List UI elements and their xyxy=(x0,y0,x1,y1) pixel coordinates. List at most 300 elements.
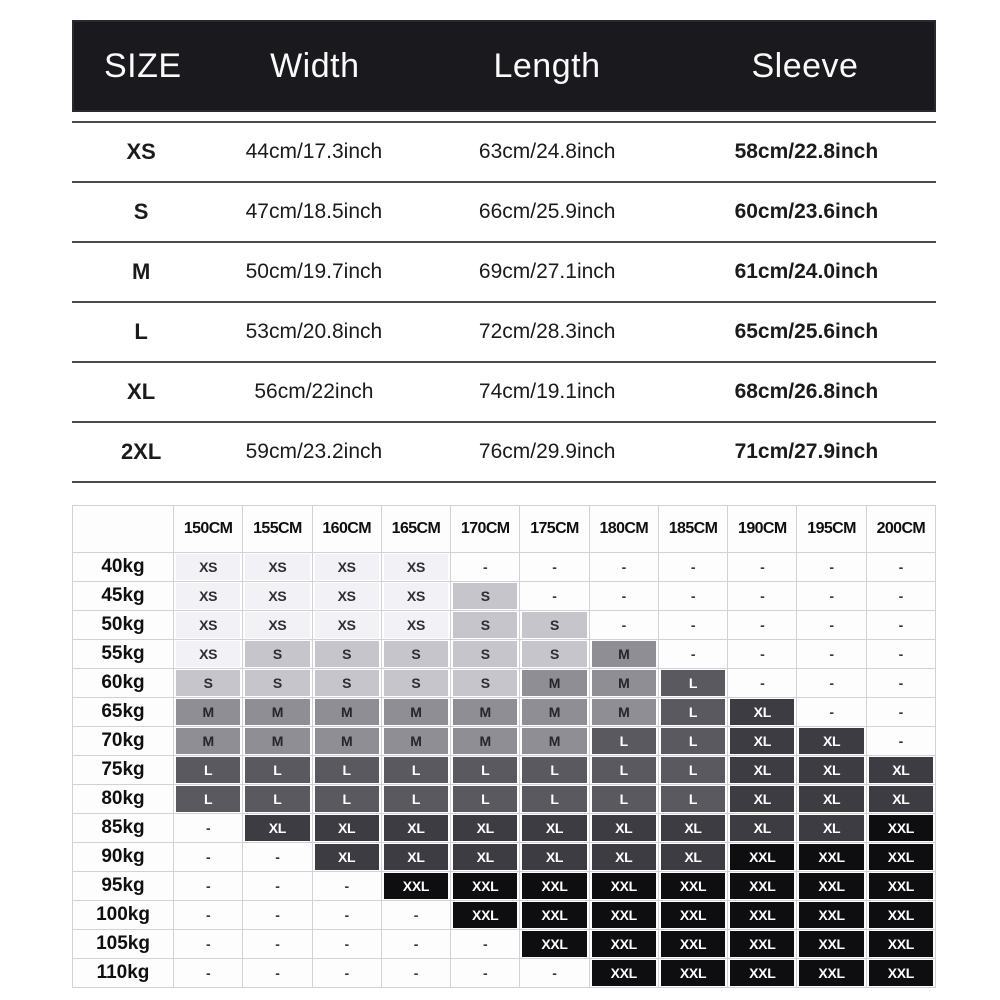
size-value: XXL xyxy=(522,873,586,899)
empty-cell xyxy=(243,901,311,929)
size-cell xyxy=(520,814,588,842)
weight-label: 70kg xyxy=(73,727,173,755)
size-value: M xyxy=(522,670,586,696)
size-cell xyxy=(520,872,588,900)
size-value: XS xyxy=(315,554,379,580)
empty-cell xyxy=(313,930,381,958)
size-cell xyxy=(590,785,658,813)
empty-cell xyxy=(659,640,727,668)
size-value: XXL xyxy=(522,931,586,957)
size-value: XS xyxy=(176,583,240,609)
size-cell xyxy=(659,756,727,784)
height-header: 170CM xyxy=(451,506,519,552)
size-cell xyxy=(728,785,796,813)
size-value: M xyxy=(453,728,517,754)
size-cell xyxy=(243,640,311,668)
size-value: XS xyxy=(245,612,309,638)
size-value: - xyxy=(205,849,211,865)
size-cell xyxy=(174,611,242,639)
size-value: - xyxy=(621,559,626,575)
size-value: S xyxy=(453,612,517,638)
size-value: XL xyxy=(592,815,656,841)
size-cell xyxy=(867,959,935,987)
empty-cell xyxy=(728,553,796,581)
size-cell xyxy=(382,785,450,813)
size-value: - xyxy=(760,588,765,604)
size-value: XXL xyxy=(869,873,933,899)
sleeve-value: 58cm/22.8inch xyxy=(734,140,879,163)
size-value: - xyxy=(552,588,557,604)
size-value: - xyxy=(898,675,904,691)
size-value: XL xyxy=(799,815,863,841)
empty-cell xyxy=(313,901,381,929)
size-cell xyxy=(313,785,381,813)
size-cell xyxy=(243,669,311,697)
size-cell xyxy=(174,756,242,784)
size-value: M xyxy=(245,728,309,754)
size-cell xyxy=(659,727,727,755)
empty-cell xyxy=(451,959,519,987)
size-value: - xyxy=(205,936,211,952)
size-value: L xyxy=(661,699,725,725)
size-cell xyxy=(174,582,242,610)
size-label: S xyxy=(133,199,149,224)
size-value: S xyxy=(315,641,379,667)
size-cell xyxy=(313,582,381,610)
size-value: L xyxy=(176,786,240,812)
size-value: - xyxy=(829,646,834,662)
size-value: XL xyxy=(315,815,379,841)
size-cell xyxy=(520,785,588,813)
size-value: - xyxy=(483,936,488,952)
size-cell xyxy=(728,698,796,726)
size-value: L xyxy=(661,786,725,812)
size-value: - xyxy=(275,936,280,952)
empty-cell xyxy=(867,611,935,639)
size-cell xyxy=(659,814,727,842)
size-value: XL xyxy=(661,815,725,841)
weight-label: 110kg xyxy=(73,959,173,987)
size-cell xyxy=(174,698,242,726)
size-cell xyxy=(382,640,450,668)
size-value: M xyxy=(315,699,379,725)
size-value: - xyxy=(690,646,696,662)
length-value: 69cm/27.1inch xyxy=(478,260,616,283)
header-width-label: Width xyxy=(270,46,360,85)
size-value: M xyxy=(315,728,379,754)
size-value: L xyxy=(453,786,517,812)
weight-label: 60kg xyxy=(73,669,173,697)
empty-cell xyxy=(797,698,865,726)
height-header: 160CM xyxy=(313,506,381,552)
size-value: S xyxy=(522,612,586,638)
size-value: - xyxy=(552,965,557,981)
size-value: - xyxy=(413,965,419,981)
size-value: - xyxy=(483,559,488,575)
size-cell xyxy=(382,553,450,581)
empty-cell xyxy=(728,611,796,639)
empty-cell xyxy=(520,553,588,581)
fit-matrix xyxy=(72,505,936,988)
size-value: XS xyxy=(245,583,309,609)
empty-cell xyxy=(867,582,935,610)
size-cell xyxy=(728,959,796,987)
size-value: XXL xyxy=(799,844,863,870)
length-value: 66cm/25.9inch xyxy=(478,200,616,223)
measurement-row xyxy=(72,183,936,243)
measurement-row xyxy=(72,123,936,183)
size-value: - xyxy=(205,878,211,894)
size-value: XXL xyxy=(592,873,656,899)
size-cell xyxy=(313,756,381,784)
width-value: 47cm/18.5inch xyxy=(245,200,383,223)
size-cell xyxy=(590,727,658,755)
size-value: S xyxy=(245,641,309,667)
size-cell xyxy=(382,727,450,755)
size-value: M xyxy=(592,670,656,696)
empty-cell xyxy=(659,582,727,610)
size-cell xyxy=(728,843,796,871)
size-cell xyxy=(313,698,381,726)
empty-cell xyxy=(797,640,865,668)
weight-label: 40kg xyxy=(73,553,173,581)
size-cell xyxy=(659,669,727,697)
size-cell xyxy=(797,843,865,871)
size-value: L xyxy=(245,786,309,812)
size-label: 2XL xyxy=(120,439,162,464)
size-value: S xyxy=(176,670,240,696)
size-value: XL xyxy=(799,728,863,754)
size-cell xyxy=(659,872,727,900)
size-value: XXL xyxy=(799,931,863,957)
size-value: L xyxy=(592,757,656,783)
size-value: XL xyxy=(384,815,448,841)
size-cell xyxy=(728,930,796,958)
size-cell xyxy=(590,930,658,958)
size-value: - xyxy=(344,878,349,894)
size-value: XS xyxy=(384,554,448,580)
empty-cell xyxy=(728,582,796,610)
size-value: S xyxy=(453,583,517,609)
measurement-table-header xyxy=(72,20,936,112)
width-value: 44cm/17.3inch xyxy=(245,140,383,163)
empty-cell xyxy=(382,959,450,987)
weight-label: 95kg xyxy=(73,872,173,900)
size-value: XL xyxy=(730,728,794,754)
size-value: L xyxy=(384,786,448,812)
size-cell xyxy=(313,814,381,842)
length-value: 72cm/28.3inch xyxy=(478,320,616,343)
size-value: M xyxy=(384,699,448,725)
size-cell xyxy=(313,727,381,755)
height-header: 180CM xyxy=(590,506,658,552)
empty-cell xyxy=(867,553,935,581)
size-value: XS xyxy=(176,641,240,667)
size-cell xyxy=(867,843,935,871)
length-value: 76cm/29.9inch xyxy=(478,440,616,463)
size-value: M xyxy=(245,699,309,725)
weight-label: 105kg xyxy=(73,930,173,958)
size-value: XXL xyxy=(730,931,794,957)
size-value: XXL xyxy=(799,960,863,986)
width-value: 56cm/22inch xyxy=(254,380,374,403)
size-label: XS xyxy=(126,139,156,164)
size-value: - xyxy=(621,588,626,604)
size-value: L xyxy=(176,757,240,783)
size-value: XXL xyxy=(869,960,933,986)
size-value: XL xyxy=(730,699,794,725)
size-cell xyxy=(451,872,519,900)
size-value: L xyxy=(315,786,379,812)
size-value: XXL xyxy=(522,902,586,928)
empty-cell xyxy=(174,814,242,842)
empty-cell xyxy=(659,611,727,639)
size-value: - xyxy=(760,617,765,633)
size-cell xyxy=(382,756,450,784)
size-cell xyxy=(451,669,519,697)
size-cell xyxy=(313,640,381,668)
size-value: - xyxy=(621,617,626,633)
empty-cell xyxy=(797,669,865,697)
size-cell xyxy=(382,582,450,610)
weight-label: 45kg xyxy=(73,582,173,610)
empty-cell xyxy=(797,553,865,581)
size-cell xyxy=(451,785,519,813)
size-value: S xyxy=(453,641,517,667)
size-value: - xyxy=(344,936,349,952)
size-value: S xyxy=(384,641,448,667)
size-cell xyxy=(867,901,935,929)
empty-cell xyxy=(243,843,311,871)
sleeve-value: 61cm/24.0inch xyxy=(734,260,879,283)
size-cell xyxy=(451,843,519,871)
size-cell xyxy=(243,698,311,726)
empty-cell xyxy=(867,669,935,697)
size-cell xyxy=(520,698,588,726)
size-cell xyxy=(243,582,311,610)
size-cell xyxy=(451,814,519,842)
empty-cell xyxy=(451,553,519,581)
size-cell xyxy=(797,959,865,987)
empty-cell xyxy=(867,727,935,755)
size-cell xyxy=(174,727,242,755)
empty-cell xyxy=(382,901,450,929)
empty-cell xyxy=(728,640,796,668)
size-value: XXL xyxy=(799,873,863,899)
size-value: - xyxy=(760,559,765,575)
size-cell xyxy=(174,785,242,813)
size-cell xyxy=(313,611,381,639)
empty-cell xyxy=(313,959,381,987)
size-value: XXL xyxy=(592,902,656,928)
size-value: - xyxy=(344,965,349,981)
size-value: XL xyxy=(522,844,586,870)
size-value: L xyxy=(522,757,586,783)
size-value: - xyxy=(898,588,904,604)
size-value: - xyxy=(829,675,834,691)
empty-cell xyxy=(797,582,865,610)
size-value: - xyxy=(898,704,904,720)
empty-cell xyxy=(728,669,796,697)
width-value: 59cm/23.2inch xyxy=(245,440,383,463)
size-cell xyxy=(520,611,588,639)
measurement-row xyxy=(72,423,936,483)
size-value: - xyxy=(552,559,557,575)
size-value: XL xyxy=(315,844,379,870)
size-value: - xyxy=(829,704,834,720)
height-header: 185CM xyxy=(659,506,727,552)
measurement-rows xyxy=(72,123,936,483)
size-cell xyxy=(728,756,796,784)
size-cell xyxy=(867,756,935,784)
sleeve-value: 68cm/26.8inch xyxy=(734,380,879,403)
size-value: XL xyxy=(799,757,863,783)
empty-cell xyxy=(590,553,658,581)
size-value: - xyxy=(829,588,834,604)
sleeve-value: 60cm/23.6inch xyxy=(734,200,879,223)
size-cell xyxy=(243,756,311,784)
size-cell xyxy=(243,727,311,755)
empty-cell xyxy=(313,872,381,900)
size-cell xyxy=(797,756,865,784)
size-cell xyxy=(797,727,865,755)
height-header: 190CM xyxy=(728,506,796,552)
empty-cell xyxy=(520,582,588,610)
size-value: S xyxy=(315,670,379,696)
size-cell xyxy=(590,640,658,668)
size-cell xyxy=(313,669,381,697)
empty-cell xyxy=(590,611,658,639)
size-value: - xyxy=(483,965,488,981)
size-value: XL xyxy=(730,786,794,812)
size-cell xyxy=(797,930,865,958)
size-value: - xyxy=(205,965,211,981)
size-value: XXL xyxy=(384,873,448,899)
size-cell xyxy=(659,901,727,929)
size-value: L xyxy=(661,728,725,754)
size-value: M xyxy=(592,699,656,725)
size-cell xyxy=(451,727,519,755)
size-value: XL xyxy=(384,844,448,870)
measurement-table xyxy=(72,20,936,483)
size-cell xyxy=(590,843,658,871)
size-value: L xyxy=(592,786,656,812)
size-cell xyxy=(382,872,450,900)
weight-label: 80kg xyxy=(73,785,173,813)
size-value: XS xyxy=(176,612,240,638)
length-value: 63cm/24.8inch xyxy=(478,140,616,163)
size-value: XXL xyxy=(661,960,725,986)
size-value: S xyxy=(453,670,517,696)
size-value: XL xyxy=(453,815,517,841)
height-header: 195CM xyxy=(797,506,865,552)
size-value: XXL xyxy=(592,960,656,986)
size-value: L xyxy=(592,728,656,754)
size-value: XXL xyxy=(661,873,725,899)
height-header: 150CM xyxy=(174,506,242,552)
size-value: XS xyxy=(384,612,448,638)
size-cell xyxy=(728,901,796,929)
size-value: M xyxy=(384,728,448,754)
size-value: M xyxy=(592,641,656,667)
size-value: XXL xyxy=(869,931,933,957)
size-value: XXL xyxy=(661,931,725,957)
empty-cell xyxy=(174,872,242,900)
size-value: L xyxy=(384,757,448,783)
size-cell xyxy=(659,785,727,813)
sleeve-value: 71cm/27.9inch xyxy=(734,440,879,463)
size-cell xyxy=(728,872,796,900)
size-value: L xyxy=(522,786,586,812)
size-value: L xyxy=(453,757,517,783)
size-cell xyxy=(590,669,658,697)
size-cell xyxy=(174,640,242,668)
empty-cell xyxy=(451,930,519,958)
empty-cell xyxy=(174,901,242,929)
length-value: 74cm/19.1inch xyxy=(478,380,616,403)
size-cell xyxy=(797,814,865,842)
size-cell xyxy=(451,756,519,784)
size-value: - xyxy=(275,907,280,923)
header-sleeve-label: Sleeve xyxy=(751,46,859,85)
size-cell xyxy=(728,727,796,755)
size-value: XXL xyxy=(869,815,933,841)
size-cell xyxy=(590,756,658,784)
size-value: - xyxy=(413,936,419,952)
size-cell xyxy=(382,843,450,871)
size-value: XL xyxy=(661,844,725,870)
size-value: - xyxy=(275,878,280,894)
size-cell xyxy=(243,611,311,639)
size-cell xyxy=(313,553,381,581)
size-value: XL xyxy=(245,815,309,841)
size-cell xyxy=(867,930,935,958)
size-value: XL xyxy=(730,815,794,841)
size-value: - xyxy=(690,617,696,633)
empty-cell xyxy=(867,698,935,726)
measurement-row xyxy=(72,303,936,363)
size-value: - xyxy=(760,675,765,691)
size-cell xyxy=(243,553,311,581)
header-length-label: Length xyxy=(493,46,601,85)
size-value: M xyxy=(453,699,517,725)
empty-cell xyxy=(243,930,311,958)
size-cell xyxy=(520,727,588,755)
size-value: - xyxy=(690,559,696,575)
weight-label: 100kg xyxy=(73,901,173,929)
size-value: XXL xyxy=(453,873,517,899)
size-value: - xyxy=(275,965,280,981)
size-value: XS xyxy=(384,583,448,609)
size-cell xyxy=(451,611,519,639)
size-value: M xyxy=(176,699,240,725)
weight-label: 75kg xyxy=(73,756,173,784)
size-value: XS xyxy=(315,583,379,609)
size-cell xyxy=(659,843,727,871)
size-value: XL xyxy=(869,757,933,783)
size-cell xyxy=(659,930,727,958)
empty-cell xyxy=(243,959,311,987)
size-value: L xyxy=(661,757,725,783)
weight-label: 65kg xyxy=(73,698,173,726)
empty-cell xyxy=(797,611,865,639)
empty-cell xyxy=(243,872,311,900)
empty-cell xyxy=(174,843,242,871)
height-header: 175CM xyxy=(520,506,588,552)
size-value: XS xyxy=(176,554,240,580)
size-cell xyxy=(797,872,865,900)
size-cell xyxy=(520,669,588,697)
